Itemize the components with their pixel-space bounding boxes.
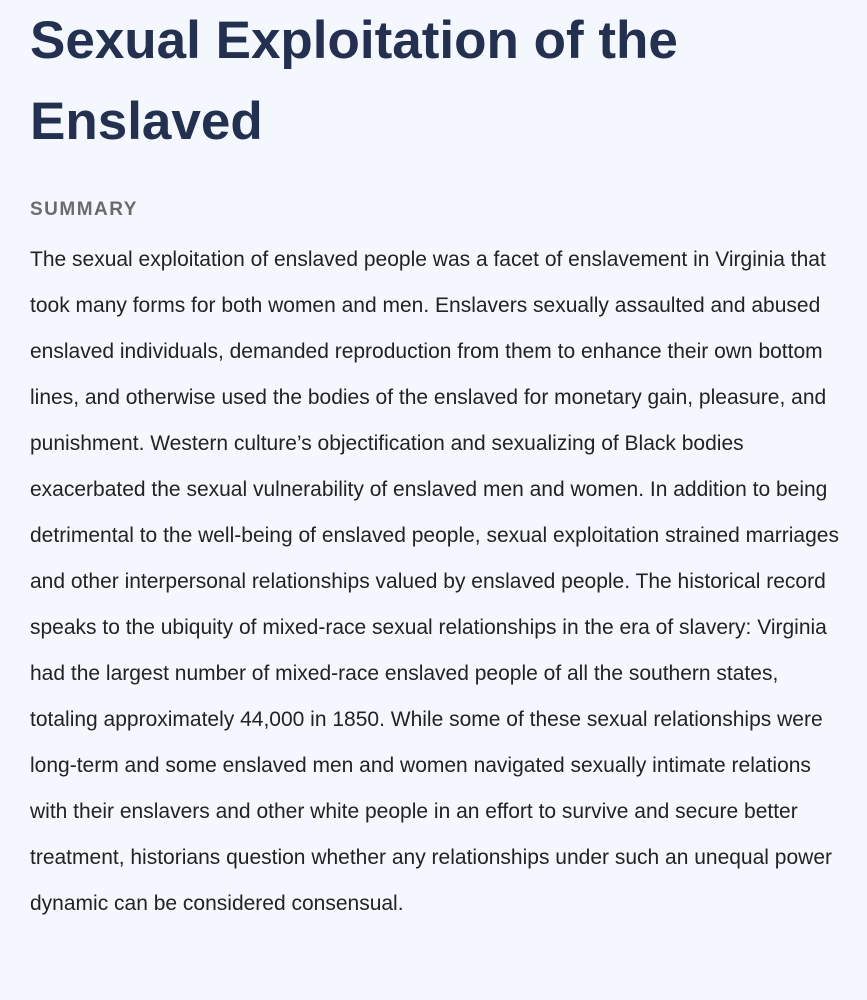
- summary-heading: SUMMARY: [30, 199, 138, 220]
- page-title: Sexual Exploitation of the Enslaved: [30, 11, 678, 151]
- summary-paragraph: The sexual exploitation of enslaved people was a facet of enslavement in Virginia that took many forms for both women and men. Enslavers sexually assaulted and abused enslaved individuals, demanded reproduction from them to enhance their own bottom lines, and otherwise used the bodies of the enslaved for monetary gain, pleasure, and punishment. Western culture’s objectification and sexualizing of Black bodies exacerbated the sexual vulnerability of enslaved men and women. In addition to being detrimental to the well-being of enslaved people, sexual exploitation strained marriages and other interpersonal relationships valued by enslaved people. The historical record speaks to the ubiquity of mixed-race sexual relationships in the era of slavery: Virginia had the largest number of mixed-race enslaved people of all the southern states, totaling approximately 44,000 in 1850. While some of these sexual relationships were long-term and some enslaved men and women navigated sexually intimate relations with their enslavers and other white people in an effort to survive and secure better treatment, historians question whether any relationships under such an unequal power dynamic can be considered consensual.: [30, 248, 839, 915]
